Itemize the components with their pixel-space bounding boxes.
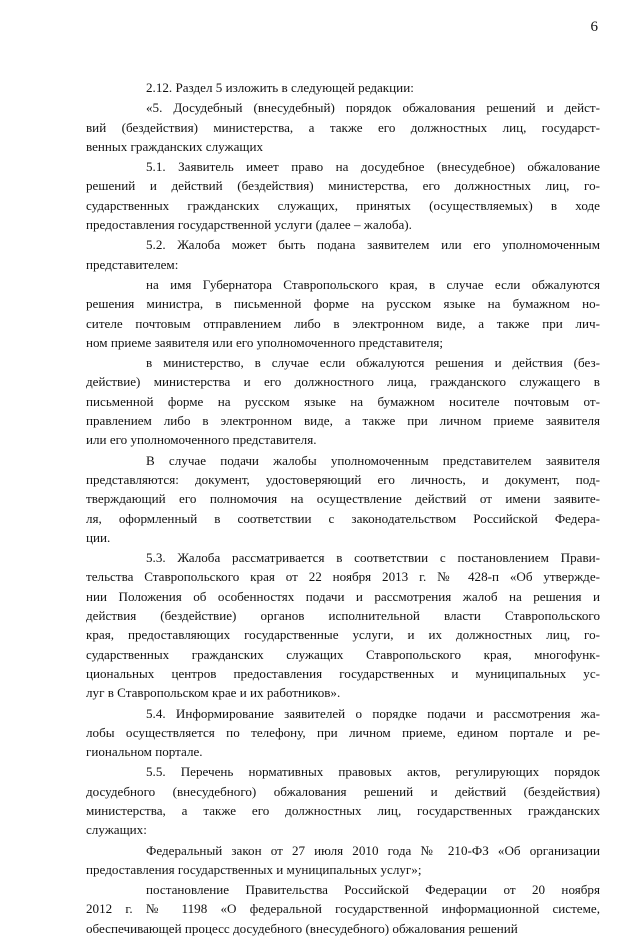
text-line: венных гражданских служащих <box>86 138 264 154</box>
page-number: 6 <box>590 19 598 35</box>
paragraph <box>86 157 600 234</box>
text-line: сударственных гражданских служащих Ставропольского края, многофунк- <box>86 646 600 662</box>
paragraph <box>116 78 600 97</box>
text-line: Федеральный закон от 27 июля 2010 года № 210-ФЗ «Об организации <box>146 842 600 858</box>
text-line: или его уполномоченного представителя. <box>86 432 317 448</box>
text-line: правлением либо в электронном виде, а также при личном приеме заявителя <box>86 413 600 429</box>
document-body <box>86 78 600 939</box>
text-line: решений и действий (бездействия) министерства, его должностных лиц, го- <box>86 178 600 194</box>
paragraph <box>86 235 600 274</box>
paragraph <box>86 880 600 938</box>
text-line: вий (бездействия) министерства, а также его должностных лиц, государст- <box>86 119 600 135</box>
text-line: В случае подачи жалобы уполномоченным представителем заявителя <box>146 452 600 468</box>
text-line: представителем: <box>86 256 179 272</box>
text-line: циональных центров предоставления государственных и муниципальных ус- <box>86 665 600 681</box>
text-line: 5.1. Заявитель имеет право на досудебное (внесудебное) обжалование <box>146 159 600 175</box>
text-line: в министерство, в случае если обжалуются решения и действия (без- <box>146 355 600 371</box>
text-line: «5. Досудебный (внесудебный) порядок обжалования решений и дейст- <box>146 100 600 116</box>
text-line: 5.5. Перечень нормативных правовых актов, регулирующих порядок <box>146 764 600 780</box>
paragraph <box>86 98 600 156</box>
paragraph <box>86 704 600 762</box>
text-line: нии Положения об особенностях подачи и рассмотрения жалоб на решения и <box>86 588 600 604</box>
text-line: представляются: документ, удостоверяющий его личность, и документ, под- <box>86 471 600 487</box>
text-line: сударственных гражданских служащих, принятых (осуществляемых) в ходе <box>86 197 600 213</box>
text-line: гиональном портале. <box>86 744 203 760</box>
text-line: решения министра, в письменной форме на русском языке на бумажном но- <box>86 296 600 312</box>
text-line: луг в Ставропольском крае и их работников». <box>86 685 341 701</box>
text-line: лобы осуществляется по телефону, при личном приеме, едином портале и ре- <box>86 724 600 740</box>
text-line: на имя Губернатора Ставропольского края, в случае если обжалуются <box>146 276 600 292</box>
text-line: ном приеме заявителя или его уполномоченного представителя; <box>86 334 444 350</box>
text-line: служащих: <box>86 822 147 838</box>
text-line: 5.4. Информирование заявителей о порядке подачи и рассмотрения жа- <box>146 705 600 721</box>
paragraph <box>86 275 600 352</box>
text-line: действия (бездействие) органов исполнительной власти Ставропольского <box>86 608 600 624</box>
text-line: края, предоставляющих государственные услуги, и их должностных лиц, го- <box>86 627 600 643</box>
text-line: 5.2. Жалоба может быть подана заявителем или его уполномоченным <box>146 237 600 253</box>
text-line: 5.3. Жалоба рассматривается в соответствии с постановлением Прави- <box>146 550 600 566</box>
text-line: 2012 г. № 1198 «О федеральной государственной информационной системе, <box>86 901 600 917</box>
text-line: предоставления государственной услуги (далее – жалоба). <box>86 217 412 233</box>
paragraph <box>86 762 600 839</box>
text-line: сителе почтовым отправлением либо в электронном виде, а также при лич- <box>86 315 600 331</box>
text-line: ля, оформленный в соответствии с законодательством Российской Федера- <box>86 510 600 526</box>
paragraph <box>86 353 600 449</box>
text-line: ции. <box>86 529 111 545</box>
text-line: постановление Правительства Российской Федерации от 20 ноября <box>146 882 600 898</box>
paragraph <box>86 548 600 702</box>
text-line: тельства Ставропольского края от 22 ноября 2013 г. № 428-п «Об утвержде- <box>86 569 600 585</box>
text-line: письменной форме на русском языке на бумажном носителе почтовым от- <box>86 393 600 409</box>
text-line: действие) министерства и его должностного лица, гражданского служащего в <box>86 374 600 390</box>
paragraph <box>86 841 600 880</box>
text-line: досудебного (внесудебного) обжалования решений и действий (бездействия) <box>86 783 600 799</box>
text-line: министерства, а также его должностных лиц, государственных гражданских <box>86 802 600 818</box>
text-line: предоставления государственных и муниципальных услуг»; <box>86 861 422 877</box>
text-line: тверждающий его полномочия на осуществление действий от имени заявите- <box>86 491 600 507</box>
text-line: обеспечивающей процесс досудебного (внесудебного) обжалования решений <box>86 920 518 936</box>
text-line: 2.12. Раздел 5 изложить в следующей редакции: <box>146 80 414 95</box>
paragraph <box>86 451 600 547</box>
